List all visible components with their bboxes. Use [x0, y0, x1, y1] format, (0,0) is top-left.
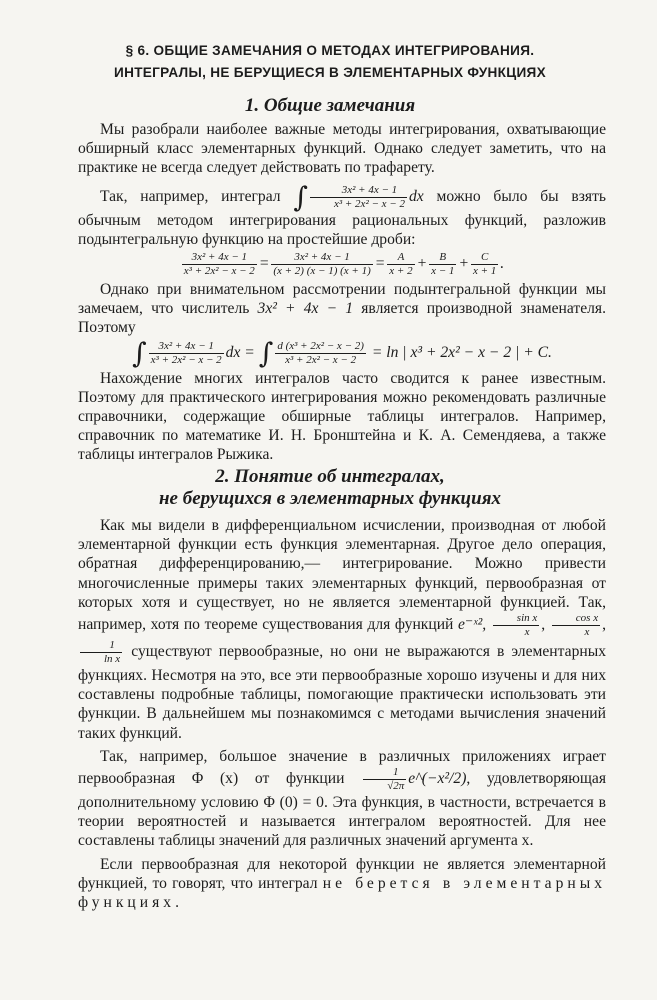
numerator: d (x³ + 2x² − x − 2): [277, 339, 364, 352]
denominator: x³ + 2x² − x − 2: [183, 265, 255, 278]
paragraph-7: [78, 855, 606, 913]
denominator: ln x: [104, 653, 121, 666]
denominator: √2π: [387, 780, 405, 793]
result: = ln | x³ + 2x² − x − 2 | + C.: [371, 343, 552, 361]
text: является производной знаменателя. Поэтому: [78, 300, 606, 337]
numerator: sin x: [493, 612, 539, 626]
numerator: A: [387, 251, 414, 265]
fraction: [429, 251, 456, 278]
text: Однако при внимательном рассмотрении подынтегральной функции мы замечаем, что числитель: [78, 281, 606, 318]
fraction: [552, 612, 600, 639]
section-2-body: [78, 516, 606, 912]
numerator: 3x² + 4x − 1: [271, 251, 372, 265]
denominator: x + 1: [472, 265, 497, 278]
integral-sign: ∫: [258, 336, 274, 370]
spaced-text: не берется в элементарных функциях.: [78, 874, 606, 912]
expression: 3x² + 4x − 1: [257, 300, 354, 318]
equation-2: ∫ $\frac{\text{3x² + 4x − 1}}{\text{x³ + 2x² − x − 2}}$ dx = ∫ $\frac{\text{d (x³ + 2x² − x − 2)}}{\text{x³ + 2x² − x − 2}}$ = ln | x³ + 2x² − x − 2 | + C.: [132, 336, 552, 370]
equation-1: $\frac{\text{3x² + 4x − 1}}{\text{x³ + 2x² − x − 2}}$ = $\frac{\text{3x² + 4x − 1}}{(x + 2) (x - 1) (x + 1)}$ = $\frac{A}{x + 2}$ + $\frac{B}{x - 1}$ + $\frac{C}{x + 1}$ .: [183, 251, 505, 278]
paragraph-5: Как мы видели в дифференциальном исчислении, производная от любой элементарной функции есть функция элементарная. Другое дело операция, обратная дифференцированию,— интегрирование. Можно привести многочисленные примеры таких элементарных функций, первообразная от которых хотя и существует, но не является элементарной функцией. Так, например, хотя по теореме существования для функций e⁻ˣ², $\frac{\text{sin x}}{x}$ , $\frac{\text{cos x}}{x}$ , $\frac{1}{\text{ln x}}$ существуют первообразные, но они не выражаются в элементарных функциях. Несмотря на это, все эти первообразные хорошо изучены и для них составлены подробные таблицы, помогающие практически использовать эти функции. В дальнейшем мы познакомимся с методами вычисления значений таких функций.: [78, 517, 606, 742]
denominator: x³ + 2x² − x − 2: [150, 353, 222, 366]
paragraph-4: Нахождение многих интегралов часто сводится к ранее известным. Поэтому для практического интегрирования можно рекомендовать различные справочники, содержащие обширные таблицы интегралов. Например, справочник по математике И. Н. Бронштейна и К. А. Семендяева, а также таблицы интегралов Рыжика.: [78, 369, 606, 464]
numerator: 1: [363, 766, 406, 780]
numerator: 3x² + 4x − 1: [310, 184, 407, 198]
fraction: [275, 340, 366, 367]
section-2-title: [60, 466, 600, 510]
fraction: [149, 340, 224, 367]
numerator: 3x² + 4x − 1: [182, 251, 257, 265]
numerator: C: [471, 251, 498, 265]
denominator: x: [584, 626, 590, 639]
chapter-heading: [60, 40, 600, 84]
denominator: x³ + 2x² − x − 2: [333, 197, 405, 210]
text: можно было бы взять: [436, 187, 606, 205]
denominator: x − 1: [431, 265, 455, 278]
text: Как мы видели в дифференциальном исчислении, производная от любой элементарной функции есть функция элементарная. Другое дело операция, обратная дифференцированию,— интегрирование. Можно привести многочисленные примеры таких элементарных функций, первообразная от которых хотя и существует, но не является элементарной функцией. Так, например, хотя по теореме существования для функций: [78, 517, 606, 634]
fraction: [182, 251, 257, 278]
heading-line-1: § 6. ОБЩИЕ ЗАМЕЧАНИЯ О МЕТОДАХ ИНТЕГРИРОВАНИЯ.: [125, 43, 535, 58]
fraction: [271, 251, 372, 278]
fraction: [363, 766, 406, 793]
fraction: [493, 612, 539, 639]
denominator: x: [524, 626, 530, 639]
fraction: [471, 251, 498, 278]
text: , удовлетворяющая дополнительному условию Φ (0) = 0. Эта функция, в частности, встречается в теории вероятностей и называется интегралом вероятностей. Для нее составлены таблицы значений для различных значений аргумента x.: [78, 770, 606, 850]
text: Так, например, интеграл: [100, 187, 281, 205]
fraction: [387, 251, 414, 278]
integral-sign: ∫: [293, 180, 308, 214]
section-1-title: 1. Общие замечания: [244, 95, 416, 116]
denominator: x + 2: [389, 265, 413, 278]
numerator: 3x² + 4x − 1: [149, 340, 224, 354]
paragraph-3: [78, 280, 606, 338]
expression: e⁻ˣ²,: [458, 616, 487, 634]
denominator: x³ + 2x² − x − 2: [285, 353, 357, 366]
numerator: B: [429, 251, 456, 265]
section-1-body: [78, 120, 606, 465]
title-line-1: 2. Понятие об интегралах,: [215, 466, 445, 487]
numerator: cos x: [552, 612, 600, 626]
title-line-2: не берущихся в элементарных функциях: [159, 488, 501, 509]
fraction: [80, 639, 122, 666]
paragraph-1: Мы разобрали наиболее важные методы интегрирования, охватывающие обширный класс элементарных функций. Однако следует заметить, что на практике не всегда следует действовать по трафарету.: [78, 121, 606, 177]
denominator: (x + 2) (x − 1) (x + 1): [273, 265, 371, 278]
integral-sign: ∫: [132, 336, 147, 370]
fraction: [310, 184, 407, 211]
text: Так, например, большое значение в различных приложениях играет первообразная Φ (x) от функции: [78, 747, 606, 788]
text: существуют первообразные, но они не выражаются в элементарных функциях. Несмотря на это, все эти первообразные хорошо изучены и для них составлены подробные таблицы, помогающие практически использовать эти функции. В дальнейшем мы познакомимся с методами вычисления значений таких функций.: [78, 643, 606, 742]
numerator: 1: [80, 639, 122, 653]
text: обычным методом интегрирования рациональных функций, разложив подынтегральную функцию на простейшие дроби:: [78, 211, 606, 248]
expression: e^(−x²/2): [408, 770, 467, 788]
paragraph-2: [78, 180, 606, 249]
dx: dx: [408, 187, 424, 205]
heading-line-2: ИНТЕГРАЛЫ, НЕ БЕРУЩИЕСЯ В ЭЛЕМЕНТАРНЫХ ФУНКЦИЯХ: [114, 65, 546, 80]
text: Если первообразная для некоторой функции не является элементарной функцией, то говорят, что интеграл: [78, 855, 606, 892]
paragraph-6: [78, 747, 606, 851]
